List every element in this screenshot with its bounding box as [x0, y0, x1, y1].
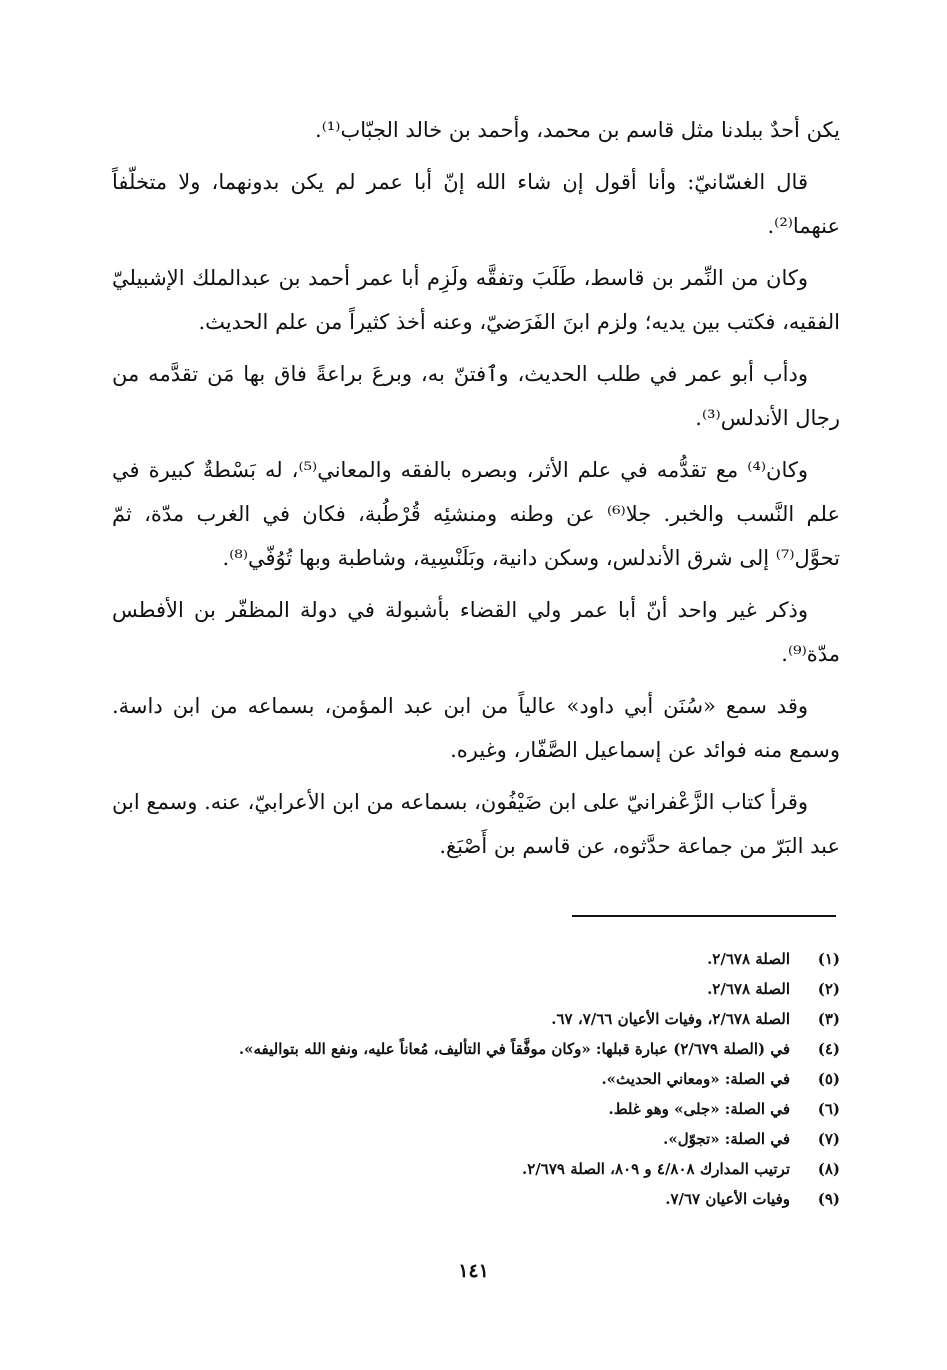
footnotes — [112, 950, 840, 1220]
footnote-text: وفيات الأعيان ٧/٦٧. — [665, 1190, 790, 1208]
main-text — [112, 108, 840, 876]
footnote — [112, 980, 840, 1010]
paragraph: يكن أحدٌ ببلدنا مثل قاسم بن محمد، وأحمد بن خالد الجبّاب⁽¹⁾. — [315, 118, 840, 142]
footnote-text: في (الصلة ٢/٦٧٩) عبارة قبلها: «وكان موفَّقاً في التأليف، مُعاناً عليه، ونفع الله بتواليفه». — [238, 1040, 790, 1058]
footnote-text: الصلة ٢/٦٧٨. — [707, 980, 790, 998]
paragraph: قال الغسّانيّ: وأنا أقول إن شاء الله إنّ أبا عمر لم يكن بدونهما، ولا متخلّفاً عنهما⁽²⁾. — [112, 170, 840, 238]
footnote-text: في الصلة: «تجوّل». — [663, 1130, 790, 1148]
paragraph: ودأب أبو عمر في طلب الحديث، وٱفتنّ به، وبرعَ براعةً فاق بها مَن تقدَّمه من رجال الأندلس⁽³⁾. — [112, 362, 840, 430]
footnote-separator — [572, 915, 836, 917]
footnote-number: (٢) — [817, 980, 840, 998]
footnote-number: (٨) — [817, 1160, 840, 1178]
footnote-number: (١) — [817, 950, 840, 968]
footnote — [112, 1100, 840, 1130]
footnote-text: ترتيب المدارك ٤/٨٠٨ و ٨٠٩، الصلة ٢/٦٧٩. — [522, 1160, 790, 1178]
footnote-text: في الصلة: «جلى» وهو غلط. — [608, 1100, 790, 1118]
paragraph: وقد سمع «سُنَن أبي داود» عالياً من ابن عبد المؤمن، بسماعه من ابن داسة. وسمع منه فوائد عن إسماعيل الصَّفّار، وغيره. — [112, 694, 840, 762]
footnote — [112, 1040, 840, 1070]
footnote-number: (٥) — [817, 1070, 840, 1088]
footnote-text: الصلة ٢/٦٧٨. — [707, 950, 790, 968]
footnote — [112, 1160, 840, 1190]
footnote-number: (٧) — [817, 1130, 840, 1148]
footnote-number: (٩) — [817, 1190, 840, 1208]
footnote — [112, 1070, 840, 1100]
footnote-text: الصلة ٢/٦٧٨، وفيات الأعيان ٧/٦٦، ٦٧. — [551, 1010, 790, 1028]
paragraph: وقرأ كتاب الزَّعْفرانيّ على ابن ضَيْفُون، بسماعه من ابن الأعرابيّ، عنه. وسمع ابن عبد البَرّ من جماعة حدَّثوه، عن قاسم بن أَصْبَغ. — [112, 790, 840, 858]
paragraph: وكان⁽⁴⁾ مع تقدُّمه في علم الأثر، وبصره بالفقه والمعاني⁽⁵⁾، له بَسْطةٌ كبيرة في علم النَّسب والخبر. جلا⁽⁶⁾ عن وطنه ومنشئِه قُرْطُبة، فكان في الغرب مدّة، ثمّ تحوَّل⁽⁷⁾ إلى شرق الأندلس، وسكن دانية، وبَلَنْسِية، وشاطبة وبها تُوُفّي⁽⁸⁾. — [112, 458, 841, 570]
footnote-number: (٣) — [817, 1010, 840, 1028]
paragraph: وذكر غير واحد أنّ أبا عمر ولي القضاء بأشبولة في دولة المظفّر بن الأفطس مدّة⁽⁹⁾. — [112, 598, 840, 666]
footnote-number: (٦) — [817, 1100, 840, 1118]
paragraph: وكان من النِّمر بن قاسط، طَلَبَ وتفقَّه ولَزِم أبا عمر أحمد بن عبدالملك الإشبيليّ الفقيه، فكتب بين يديه؛ ولزم ابنَ الفَرَضيّ، وعنه أخذ كثيراً من علم الحديث. — [112, 266, 840, 334]
footnote-text: في الصلة: «ومعاني الحديث». — [601, 1070, 790, 1088]
footnote — [112, 1190, 840, 1220]
footnote — [112, 950, 840, 980]
footnote — [112, 1130, 840, 1160]
page-number: ١٤١ — [458, 1260, 489, 1282]
footnote — [112, 1010, 840, 1040]
footnote-number: (٤) — [817, 1040, 840, 1058]
